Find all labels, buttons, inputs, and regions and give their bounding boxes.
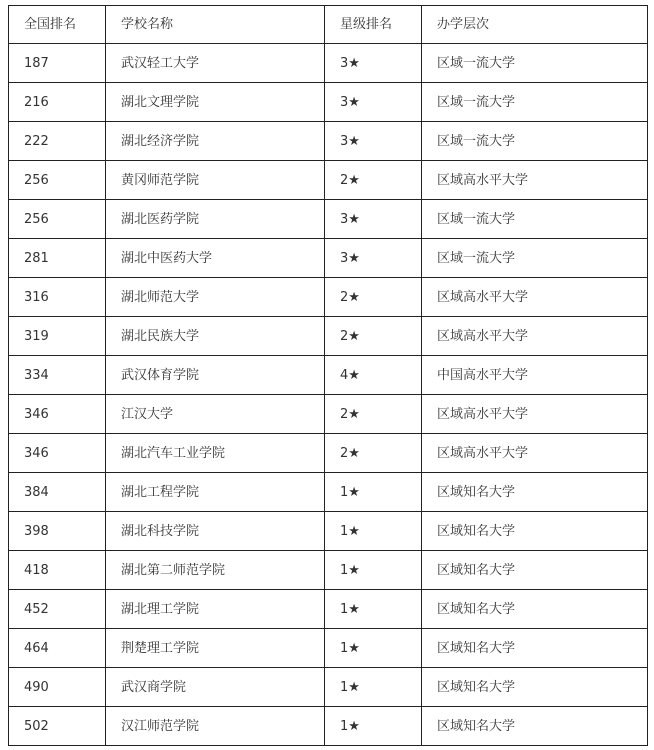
table-row — [9, 512, 648, 551]
table-row — [9, 278, 648, 317]
table-row — [9, 473, 648, 512]
header-school-name: 学校名称 — [106, 6, 325, 44]
cell-school-level: 区域高水平大学 — [422, 278, 648, 317]
table-row — [9, 122, 648, 161]
cell-star-rank: 1★ — [325, 707, 422, 746]
cell-school-level: 区域知名大学 — [422, 629, 648, 668]
table-header-row — [9, 6, 648, 44]
cell-star-rank: 1★ — [325, 473, 422, 512]
table-row — [9, 161, 648, 200]
cell-star-rank: 1★ — [325, 629, 422, 668]
cell-school-level: 区域一流大学 — [422, 83, 648, 122]
cell-star-rank: 1★ — [325, 590, 422, 629]
cell-national-rank: 502 — [9, 707, 106, 746]
cell-star-rank: 3★ — [325, 122, 422, 161]
header-star-rank: 星级排名 — [325, 6, 422, 44]
cell-school-level: 区域高水平大学 — [422, 161, 648, 200]
cell-school-name: 武汉体育学院 — [106, 356, 325, 395]
cell-school-name: 汉江师范学院 — [106, 707, 325, 746]
header-national-rank: 全国排名 — [9, 6, 106, 44]
cell-school-level: 区域一流大学 — [422, 44, 648, 83]
cell-star-rank: 3★ — [325, 200, 422, 239]
table-row — [9, 83, 648, 122]
table-row — [9, 200, 648, 239]
cell-national-rank: 346 — [9, 434, 106, 473]
table-row — [9, 590, 648, 629]
cell-school-name: 湖北第二师范学院 — [106, 551, 325, 590]
table-row — [9, 44, 648, 83]
cell-school-level: 区域一流大学 — [422, 200, 648, 239]
header-school-level: 办学层次 — [422, 6, 648, 44]
cell-star-rank: 3★ — [325, 83, 422, 122]
table-row — [9, 668, 648, 707]
cell-school-level: 区域知名大学 — [422, 668, 648, 707]
cell-national-rank: 452 — [9, 590, 106, 629]
cell-national-rank: 464 — [9, 629, 106, 668]
ranking-table — [8, 5, 648, 746]
cell-star-rank: 1★ — [325, 512, 422, 551]
cell-national-rank: 346 — [9, 395, 106, 434]
cell-school-level: 区域一流大学 — [422, 122, 648, 161]
table-row — [9, 239, 648, 278]
cell-school-level: 区域高水平大学 — [422, 317, 648, 356]
cell-school-name: 湖北中医药大学 — [106, 239, 325, 278]
cell-school-name: 湖北理工学院 — [106, 590, 325, 629]
cell-star-rank: 4★ — [325, 356, 422, 395]
cell-school-name: 湖北民族大学 — [106, 317, 325, 356]
cell-national-rank: 281 — [9, 239, 106, 278]
cell-star-rank: 2★ — [325, 317, 422, 356]
cell-school-name: 武汉商学院 — [106, 668, 325, 707]
cell-school-level: 区域知名大学 — [422, 590, 648, 629]
cell-national-rank: 316 — [9, 278, 106, 317]
cell-school-level: 区域高水平大学 — [422, 395, 648, 434]
cell-school-level: 区域知名大学 — [422, 551, 648, 590]
cell-school-level: 区域知名大学 — [422, 707, 648, 746]
cell-national-rank: 256 — [9, 161, 106, 200]
cell-school-name: 湖北师范大学 — [106, 278, 325, 317]
cell-school-level: 区域知名大学 — [422, 512, 648, 551]
cell-national-rank: 490 — [9, 668, 106, 707]
cell-star-rank: 3★ — [325, 239, 422, 278]
cell-national-rank: 418 — [9, 551, 106, 590]
cell-national-rank: 187 — [9, 44, 106, 83]
cell-school-name: 黄冈师范学院 — [106, 161, 325, 200]
cell-star-rank: 2★ — [325, 434, 422, 473]
table-row — [9, 434, 648, 473]
table-row — [9, 317, 648, 356]
cell-star-rank: 3★ — [325, 44, 422, 83]
cell-school-level: 区域高水平大学 — [422, 434, 648, 473]
cell-school-name: 湖北汽车工业学院 — [106, 434, 325, 473]
cell-school-name: 湖北工程学院 — [106, 473, 325, 512]
cell-school-name: 湖北文理学院 — [106, 83, 325, 122]
cell-school-name: 武汉轻工大学 — [106, 44, 325, 83]
cell-star-rank: 2★ — [325, 278, 422, 317]
table-row — [9, 395, 648, 434]
cell-school-name: 江汉大学 — [106, 395, 325, 434]
cell-national-rank: 216 — [9, 83, 106, 122]
table-row — [9, 356, 648, 395]
cell-school-name: 湖北经济学院 — [106, 122, 325, 161]
cell-school-level: 区域一流大学 — [422, 239, 648, 278]
table-row — [9, 629, 648, 668]
cell-star-rank: 2★ — [325, 161, 422, 200]
cell-school-name: 湖北科技学院 — [106, 512, 325, 551]
cell-national-rank: 319 — [9, 317, 106, 356]
cell-star-rank: 2★ — [325, 395, 422, 434]
cell-national-rank: 334 — [9, 356, 106, 395]
cell-national-rank: 398 — [9, 512, 106, 551]
cell-star-rank: 1★ — [325, 668, 422, 707]
table-row — [9, 551, 648, 590]
cell-school-level: 区域知名大学 — [422, 473, 648, 512]
cell-school-name: 湖北医药学院 — [106, 200, 325, 239]
cell-school-name: 荆楚理工学院 — [106, 629, 325, 668]
cell-star-rank: 1★ — [325, 551, 422, 590]
cell-national-rank: 256 — [9, 200, 106, 239]
cell-national-rank: 222 — [9, 122, 106, 161]
cell-school-level: 中国高水平大学 — [422, 356, 648, 395]
table-row — [9, 707, 648, 746]
cell-national-rank: 384 — [9, 473, 106, 512]
